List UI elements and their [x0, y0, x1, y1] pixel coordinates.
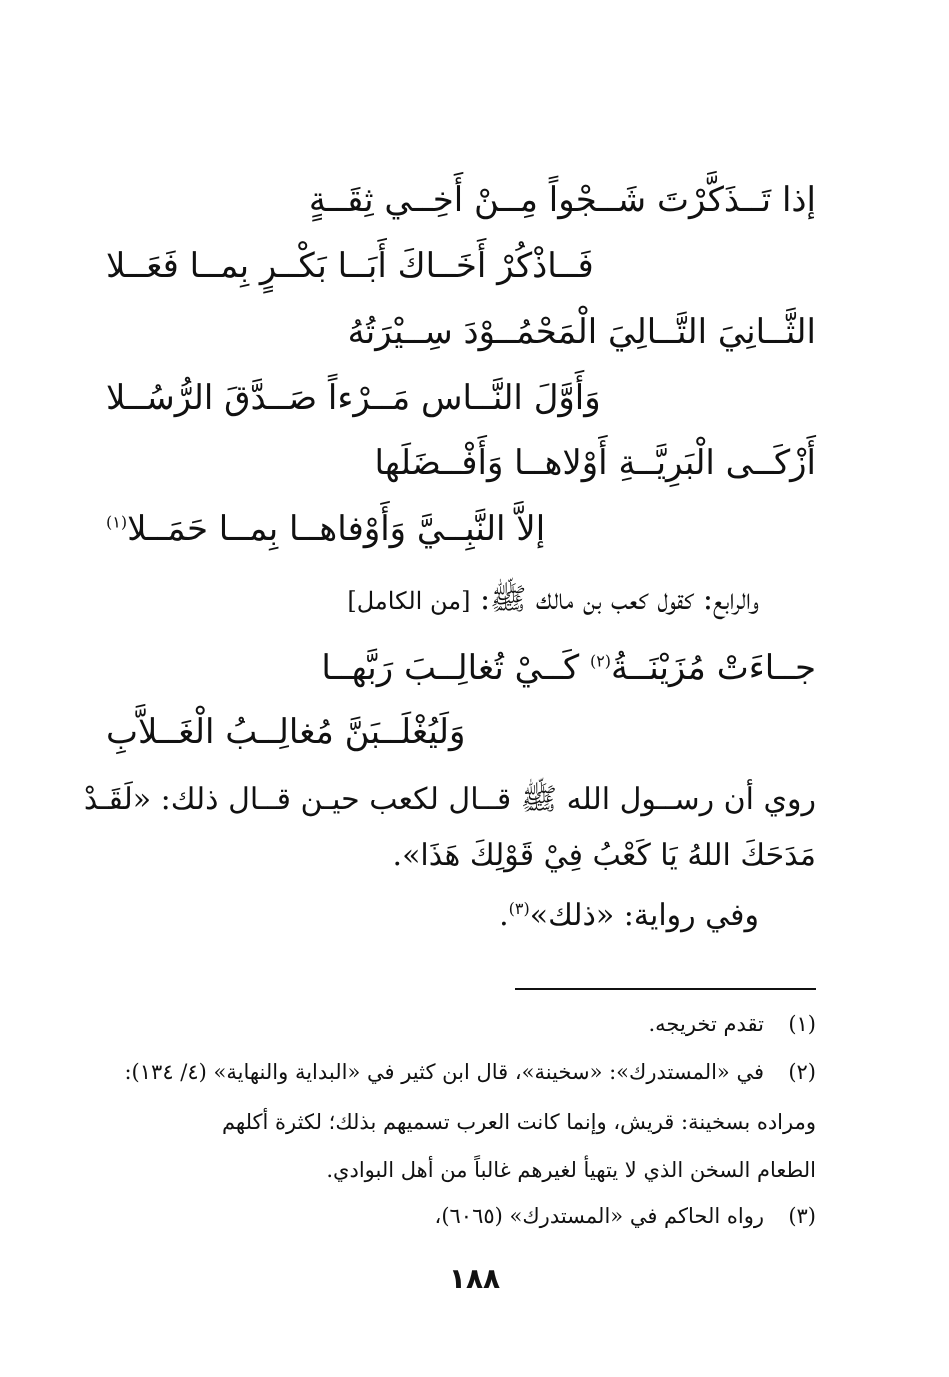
- poem1-verse-2-second: وَأَوَّلَ النَّــاس مَــرْءاً صَــدَّقَ الرُّسُــلا: [106, 378, 601, 418]
- poem2-first-a: جــاءَتْ مُزَيْنَــةُ: [611, 648, 816, 688]
- intro-text: والرابع: كقول كعب بن مالك ﷺ:: [480, 582, 759, 617]
- footnote-2-continuation-1: ومراده بسخينة: قريش، وإنما كانت العرب تسميهم بذلك؛ لكثرة أكلهم: [221, 1110, 816, 1134]
- poem1-verse-3-first: أَزْكَــى الْبَرِيَّــةِ أَوْلاهــا وَأَفْــضَلَها: [374, 443, 816, 483]
- footnote-1: [649, 1002, 817, 1046]
- prose-line-3-end: .: [499, 898, 509, 933]
- poem1-verse-1-second: فَــاذْكُرْ أَخَــاكَ أَبَــا بَكْــرٍ بِمــا فَعَــلا: [106, 246, 594, 286]
- intro-line: [347, 580, 759, 621]
- footnote-separator: [515, 988, 816, 990]
- prose-line-3: [499, 896, 759, 936]
- poem1-verse-1-first: إذا تَــذَكَّرْتَ شَــجْواً مِــنْ أَخِــي ثِقَــةٍ: [308, 180, 816, 220]
- poem2-first-hemistich: [321, 648, 816, 688]
- footnote-2: [124, 1050, 816, 1094]
- poem1-verse-2-first: الثَّــانِيَ التَّــالِيَ الْمَحْمُــوْدَ سِــيْرَتُهُ: [347, 312, 816, 352]
- footnote-3: [435, 1194, 816, 1238]
- page-number: ١٨٨: [448, 1262, 501, 1295]
- meter-label: [من الكامل]: [347, 587, 471, 615]
- poem1-verse-3-second: [106, 509, 545, 549]
- poem2-second-hemistich: وَلَيُغْلَــبَنَّ مُغالِــبُ الْغَــلاَّبِ: [106, 712, 466, 752]
- footnote-ref-3: (٣): [508, 899, 530, 918]
- footnote-2-continuation-2: الطعام السخن الذي لا يتهيأ لغيرهم غالباً من أهل البوادي.: [326, 1158, 816, 1182]
- prose-line-2: مَدَحَكَ اللهُ يَا كَعْبُ فِيْ قَوْلِكَ هَذَا».: [392, 838, 816, 873]
- poem2-first-b: كَــيْ تُغالِــبَ رَبَّهــا: [321, 648, 590, 688]
- footnote-2-number: (٢): [788, 1060, 816, 1084]
- footnote-ref-1: (١): [106, 512, 128, 532]
- prose-line-1: روي أن رســول الله ﷺ قــال لكعب حيـن قــال ذلك: «لَقَـدْ: [83, 782, 816, 817]
- footnote-3-text: رواه الحاكم في «المستدرك» (٦٠٦٥)،: [434, 1204, 764, 1228]
- footnote-3-number: (٣): [788, 1204, 816, 1228]
- footnote-ref-2: (٢): [589, 651, 612, 671]
- prose-line-3-text: وفي رواية: «ذلك»: [529, 898, 759, 933]
- footnote-1-number: (١): [788, 1012, 816, 1036]
- footnote-2-text: في «المستدرك»: «سخينة»، قال ابن كثير في «البداية والنهاية» (٤/ ١٣٤):: [124, 1060, 764, 1084]
- poem1-verse-3-second-text: إلاَّ النَّبِــيَّ وَأَوْفاهــا بِمــا حَمَــلا: [127, 509, 546, 549]
- footnote-1-text: تقدم تخريجه.: [648, 1012, 764, 1036]
